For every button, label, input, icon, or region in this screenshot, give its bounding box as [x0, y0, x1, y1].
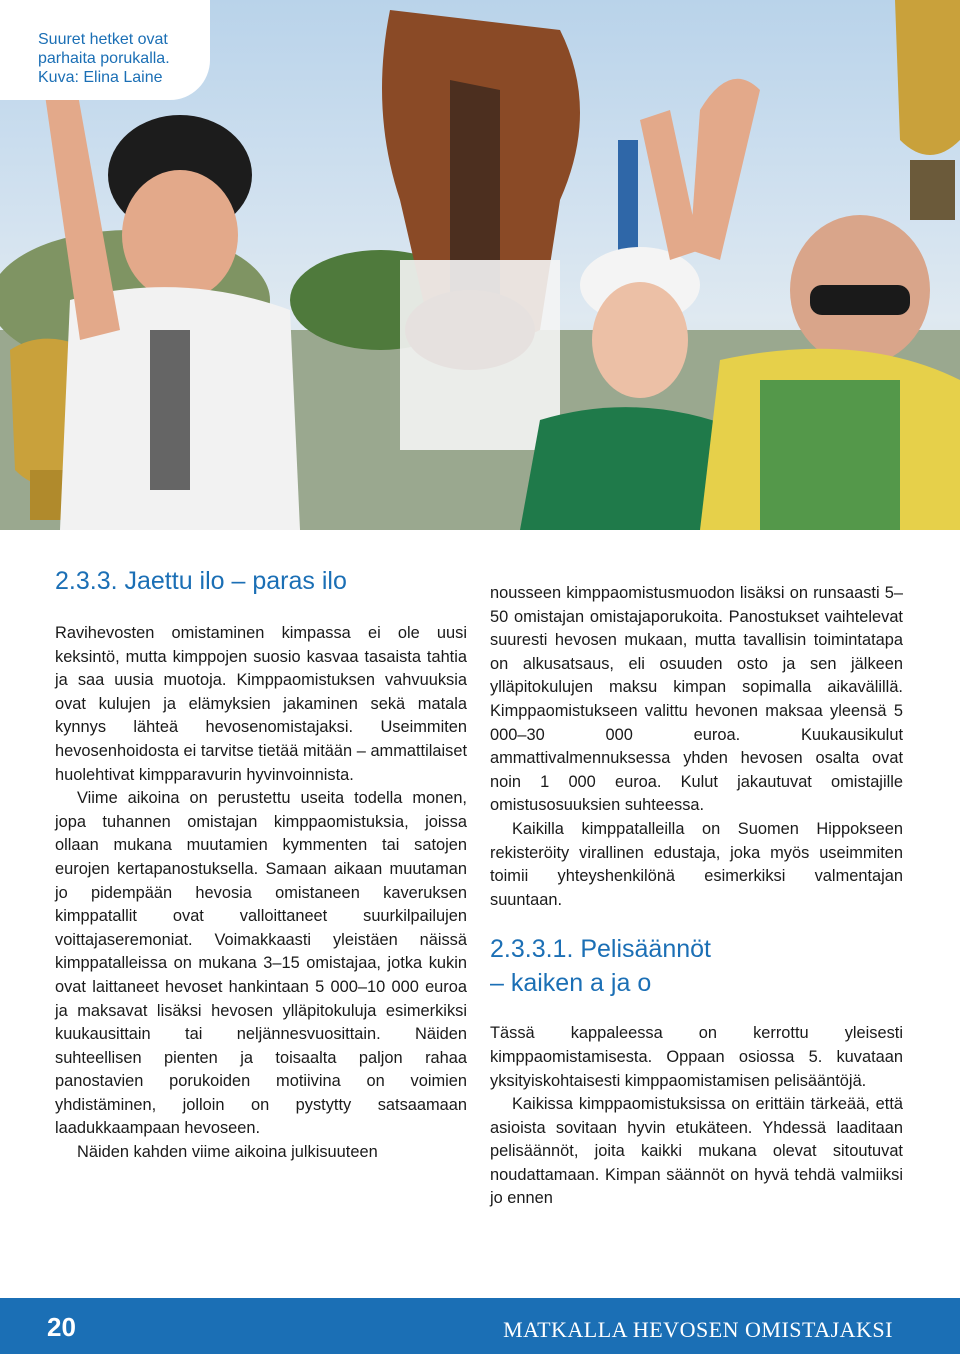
caption-box	[0, 0, 210, 100]
subsection-heading-line1: 2.3.3.1. Pelisäännöt	[490, 935, 711, 964]
subsection-heading	[490, 932, 903, 1000]
paragraph: nousseen kimppaomistusmuodon lisäksi on runsaasti 5–50 omistajan omistajaporukoita. Panostukset vaihtelevat suuresti hevosen mukaan, mutta tavallisin toimintatapa on alkusatsaus, eli osuuden osto ja sen jälkeen ylläpitokulujen maksu kimpan sopimalla aikavälillä. Kimppaomistukseen valittu hevonen maksaa yleensä 5 000–30 000 euroa. Kuukausikulut ammattivalmennuksessa yhden hevosen osalta ovat noin 1 000 euroa. Kulut jakautuvat omistajille omistusosuuksien suhteessa.	[490, 584, 903, 815]
paragraph: Kaikilla kimppatalleilla on Suomen Hippokseen rekisteröity virallinen edustaja, joka myös useimmiten toimii yhteyshenkilönä esimerkiksi valmentajan suuntaan.	[490, 819, 903, 909]
page-footer	[0, 1298, 960, 1354]
publication-title: MATKALLA HEVOSEN OMISTAJAKSI	[503, 1317, 893, 1342]
right-column	[490, 582, 903, 1211]
paragraph: Viime aikoina on perustettu useita todella monen, jopa tuhannen omistajan kimppaomistuksia, joissa ollaan mukana muutamien kymmenten tai satojen eurojen kertapanostuksella. Samaan aikaan muutaman jo pidempään hevosia omistaneen kaveruksen kimppatallit ovat valloittaneet suurkilpailujen voittajaseremoniat. Voimakkaasti yleistäen näissä kimppatalleissa on mukana 3–15 omistajaa, jotka kukin ovat laittaneet hevoset hankintaan 5 000–10 000 euroa ja maksavat lisäksi hevosen ylläpitokuluja esimerkiksi kuukausittain tai neljännesvuosittain. Näiden suhteellisen pienten ja toisaalta paljon rahaa panostavien porukoiden motiivina on voimien yhdistäminen, jolloin on pystytty satsaamaan laadukkaampaan hevoseen.	[55, 789, 467, 1138]
paragraph: Kaikissa kimppaomistuksissa on erittäin tärkeää, että asioista sovitaan hyvin etukäteen. Yhdessä laaditaan pelisäännöt, joita kaikki mukana olevat sitoutuvat noudattamaan. Kimpan säännöt on hyvä tehdä valmiiksi jo ennen	[490, 1095, 903, 1208]
left-column	[55, 622, 467, 1165]
hero-photo	[0, 0, 960, 530]
section-heading: 2.3.3. Jaettu ilo – paras ilo	[55, 567, 347, 595]
paragraph: Näiden kahden viime aikoina julkisuuteen	[77, 1143, 378, 1162]
page-number: 20	[47, 1312, 76, 1342]
paragraph: Tässä kappaleessa on kerrottu yleisesti kimppaomistamisesta. Oppaan osiossa 5. kuvataan yksityiskohtaisesti kimppaomistamisen pelisääntöjä.	[490, 1024, 903, 1090]
paragraph: Ravihevosten omistaminen kimpassa ei ole uusi keksintö, mutta kimppojen suosio kasvaa tasaista tahtia ja saa uusia muotoja. Kimppaomistuksen vahvuuksia ovat kulujen ja elämyksien jakaminen sekä matala kynnys lähteä hevosenomistajaksi. Useimmiten hevosenhoidosta ei tarvitse tietää mitään – ammattilaiset huolehtivat kimpparavurin hyvinvoinnista.	[55, 624, 467, 784]
photo-caption: Suuret hetket ovat parhaita porukalla. Kuva: Elina Laine	[38, 31, 170, 86]
subsection-heading-line2: – kaiken a ja o	[490, 969, 652, 998]
